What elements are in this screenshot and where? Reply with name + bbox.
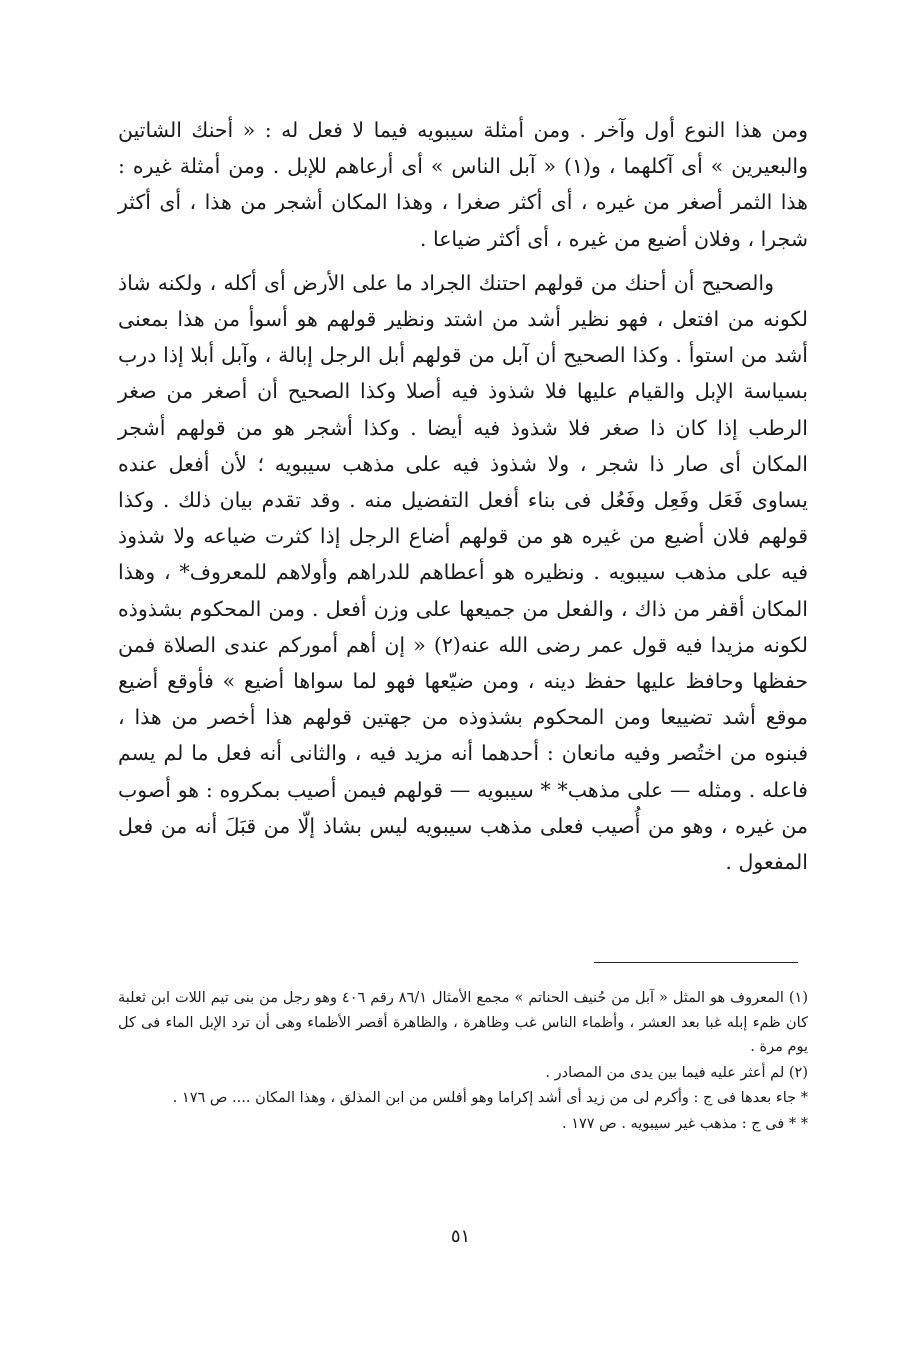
footnotes	[118, 986, 808, 1137]
paragraph-1-text: ومن هذا النوع أول وآخر . ومن أمثلة سيبويه فيما لا فعل له : « أحنك الشاتين والبعيرين » أى آكلهما ، و(١) « آبل الناس » أى أرعاهم للإبل . ومن أمثلة غيره : هذا الثمر أصغر من غيره ، أى أكثر صغرا ، وهذا المكان أشجر من هذا ، أى أكثر شجرا ، وفلان أضيع من غيره ، أى أكثر ضياعا .	[118, 118, 808, 251]
paragraph-2-text: والصحيح أن أحنك من قولهم احتنك الجراد ما على الأرض أى أكله ، ولكنه شاذ لكونه من افتعل ، فهو نظير أشد من اشتد ونظير قولهم هو أسوأ من هذا بمعنى أشد من استوأ . وكذا الصحيح أن آبل من قولهم أبل الرجل إبالة ، وآبل أبلا إذا درب بسياسة الإبل والقيام عليها فلا شذوذ فيه أصلا وكذا الصحيح أن أصغر من صغر الرطب إذا كان ذا صغر فلا شذوذ فيه أيضا . وكذا أشجر هو من قولهم أشجر المكان أى صار ذا شجر ، ولا شذوذ فيه على مذهب سيبويه ؛ لأن أفعل عنده يساوى فَعَل وفَعِل وفَعُل فى بناء أفعل التفضيل منه . وقد تقدم بيان ذلك . وكذا قولهم فلان أضيع من غيره هو من قولهم أضاع الرجل إذا كثرت ضياعه ولا شذوذ فيه على مذهب سيبويه . ونظيره هو أعطاهم للدراهم وأولاهم للمعروف* ، وهذا المكان أقفر من ذاك ، والفعل من جميعها على وزن أفعل . ومن المحكوم بشذوذه لكونه مزيدا فيه قول عمر رضى الله عنه(٢) « إن أهم أموركم عندى الصلاة فمن حفظها وحافظ عليها حفظ دينه ، ومن ضيّعها فهو لما سواها أضيع » فأوقع أضيع موقع أشد تضييعا ومن المحكوم بشذوذه من جهتين قولهم هذا أخصر من هذا ، فبنوه من اختُصر وفيه مانعان : أحدهما أنه مزيد فيه ، والثانى أنه فعل ما لم يسم فاعله . ومثله — على مذهب* * سيبويه — قولهم فيمن أصيب بمكروه : هو أصوب من غيره ، وهو من أُصيب فعلى مذهب سيبويه ليس بشاذ إلّا من قبَلَ أنه من فعل المفعول .	[118, 270, 808, 875]
page-number: ٥١	[450, 1226, 471, 1247]
paragraph-1	[118, 112, 808, 257]
footnote-separator	[594, 962, 798, 963]
paragraph-2	[118, 265, 808, 880]
main-text	[118, 112, 808, 880]
footnote-1: (١) المعروف هو المثل « آبل من حُنيف الحناتم » مجمع الأمثال ٨٦/١ رقم ٤٠٦ وهو رجل من بنى تيم اللات ابن ثعلبة كان ظمء إبله غبا بعد العشر ، وأظماء الناس غب وظاهرة ، والظاهرة أقصر الأظماء وهى أن ترد الإبل الماء فى كل يوم مرة .	[118, 990, 808, 1056]
footnote-2: (٢) لم أعثر عليه فيما بين يدى من المصادر .	[545, 1064, 808, 1081]
footnote-4: * * فى ج : مذهب غير سيبويه . ص ١٧٧ .	[561, 1115, 808, 1132]
footnote-3: * جاء بعدها فى ج : وأكرم لى من زيد أى أشد إكراما وهو أفلس من ابن المذلق ، وهذا المكان .... ص ١٧٦ .	[172, 1090, 808, 1107]
